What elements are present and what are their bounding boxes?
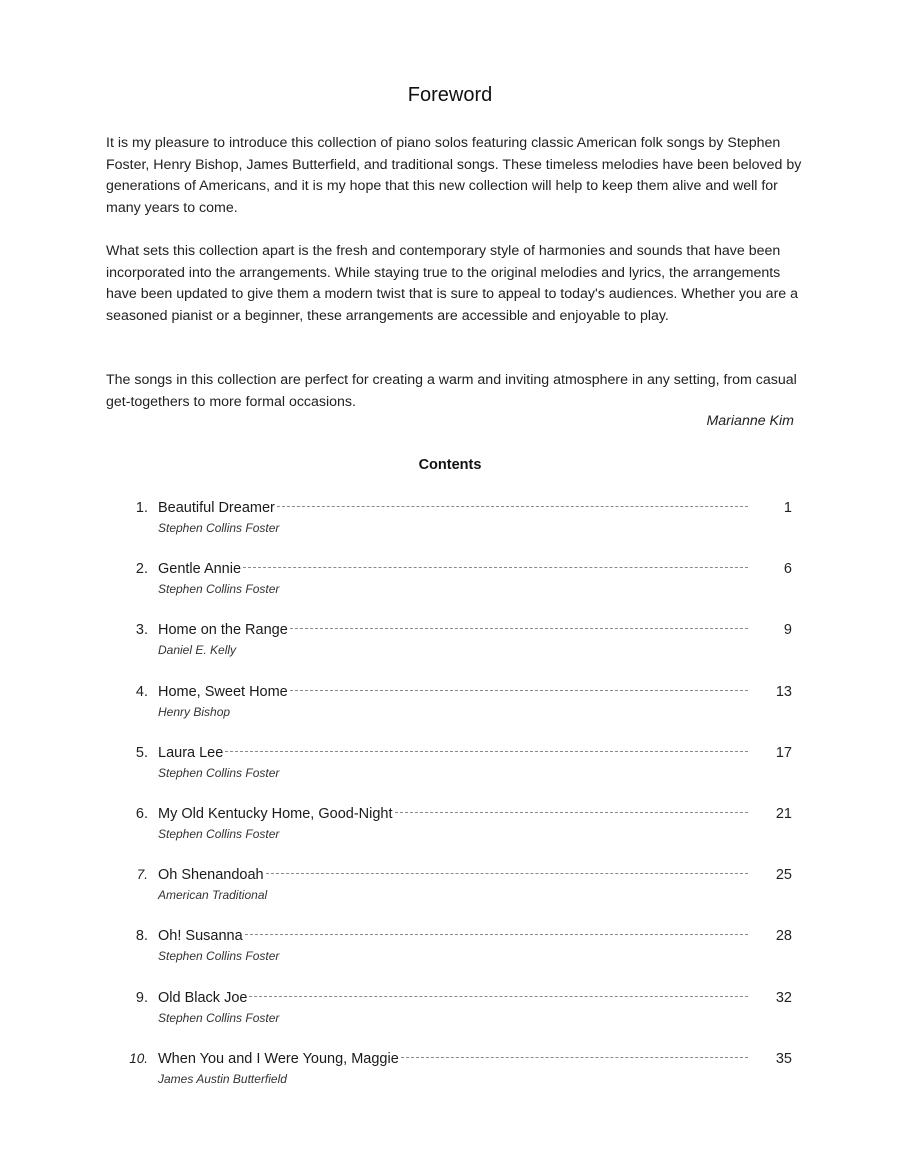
toc-entry-page: 32 <box>775 989 792 1006</box>
toc-entry-title: Home on the Range <box>158 622 288 639</box>
toc-entry-line <box>158 745 748 761</box>
toc-entry-line <box>158 1051 748 1067</box>
toc-entry-composer: Henry Bishop <box>158 704 231 719</box>
toc-entry-number: 4. <box>135 683 148 700</box>
toc-entry <box>0 684 900 728</box>
author-signature: Marianne Kim <box>706 413 794 429</box>
toc-entry-composer: Stephen Collins Foster <box>158 765 280 780</box>
toc-entry-page: 21 <box>775 806 792 822</box>
toc-entry-page: 28 <box>775 928 792 945</box>
toc-entry-line <box>158 561 748 577</box>
toc-entry-page: 25 <box>775 867 792 884</box>
toc-entry-composer: American Traditional <box>158 888 268 903</box>
toc-entry-page: 9 <box>783 622 792 639</box>
toc-entry-title: Oh Shenandoah <box>158 867 264 884</box>
dot-leader <box>290 690 748 691</box>
toc-entry <box>0 928 900 972</box>
contents-title: Contents <box>418 457 482 473</box>
toc-entry-title: My Old Kentucky Home, Good-Night <box>158 806 393 822</box>
toc-entry-title: Oh! Susanna <box>158 928 243 945</box>
foreword-paragraph-1: It is my pleasure to introduce this collection of piano solos featuring classic American folk songs by Stephen Foster, Henry Bishop, James Butterfield, and traditional songs. These timeless melodies have been beloved by generations of Americans, and it is my hope that this new collection will help to keep them alive and well for many years to come. <box>106 135 802 217</box>
toc-entry-page: 1 <box>783 500 792 516</box>
toc-entry-title: Gentle Annie <box>158 561 242 578</box>
toc-entry-number: 3. <box>135 622 148 639</box>
dot-leader <box>401 1057 748 1058</box>
toc-entry-title: Home, Sweet Home <box>158 683 288 700</box>
toc-entry-number: 1. <box>135 500 148 516</box>
toc-entry <box>0 1051 900 1095</box>
toc-entry <box>0 990 900 1034</box>
dot-leader <box>243 567 748 568</box>
toc-entry-number: 5. <box>135 744 148 761</box>
toc-entry-page: 17 <box>775 744 792 761</box>
toc-entry <box>0 500 900 544</box>
toc-entry-line <box>158 990 748 1006</box>
toc-entry-line <box>158 928 748 944</box>
toc-entry-number: 7. <box>136 867 148 883</box>
foreword-paragraph-3: The songs in this collection are perfect for creating a warm and inviting atmosphere in any setting, from casual get-togethers to more formal occasions. <box>106 372 797 410</box>
dot-leader <box>249 996 748 997</box>
toc-entry-title: Laura Lee <box>158 744 224 761</box>
dot-leader <box>266 873 748 874</box>
toc-entry-number: 8. <box>135 928 148 945</box>
toc-entry-number: 10. <box>129 1050 148 1066</box>
foreword-paragraph-2: What sets this collection apart is the fresh and contemporary style of harmonies and sounds that have been incorporated into the arrangements. While staying true to the original melodies and lyrics, the arrangements have been updated to give them a modern twist that is sure to appeal to today's audiences. Whether you are a seasoned pianist or a beginner, these arrangements are accessible and enjoyable to play. <box>106 243 799 325</box>
toc-entry-line <box>158 500 748 516</box>
toc-entry-composer: Stephen Collins Foster <box>158 949 280 964</box>
toc-entry-line <box>158 867 748 883</box>
dot-leader <box>290 628 748 629</box>
foreword-title: Foreword <box>407 84 493 106</box>
toc-entry-composer: Daniel E. Kelly <box>158 643 237 658</box>
toc-entry-title: Beautiful Dreamer <box>158 500 275 516</box>
dot-leader <box>225 751 748 752</box>
toc-entry <box>0 561 900 605</box>
toc-entry-line <box>158 622 748 638</box>
toc-entry <box>0 806 900 850</box>
toc-entry-page: 6 <box>783 561 792 578</box>
toc-entry-title: When You and I Were Young, Maggie <box>158 1050 399 1067</box>
toc-entry-line <box>158 684 748 700</box>
toc-entry-number: 9. <box>135 989 148 1006</box>
toc-entry <box>0 745 900 789</box>
toc-entry-composer: James Austin Butterfield <box>158 1071 287 1086</box>
toc-entry-composer: Stephen Collins Foster <box>158 582 280 597</box>
toc-entry-number: 6. <box>135 806 148 822</box>
dot-leader <box>277 506 748 507</box>
toc-entry-number: 2. <box>135 561 148 578</box>
toc-entry-page: 13 <box>775 683 792 700</box>
dot-leader <box>245 934 748 935</box>
toc-entry-composer: Stephen Collins Foster <box>158 827 280 841</box>
toc-entry <box>0 622 900 666</box>
toc-entry <box>0 867 900 911</box>
dot-leader <box>395 812 748 813</box>
toc-entry-composer: Stephen Collins Foster <box>158 521 280 535</box>
toc-entry-line <box>158 806 748 822</box>
toc-entry-title: Old Black Joe <box>158 989 248 1006</box>
toc-entry-page: 35 <box>775 1050 792 1067</box>
toc-entry-composer: Stephen Collins Foster <box>158 1010 280 1025</box>
